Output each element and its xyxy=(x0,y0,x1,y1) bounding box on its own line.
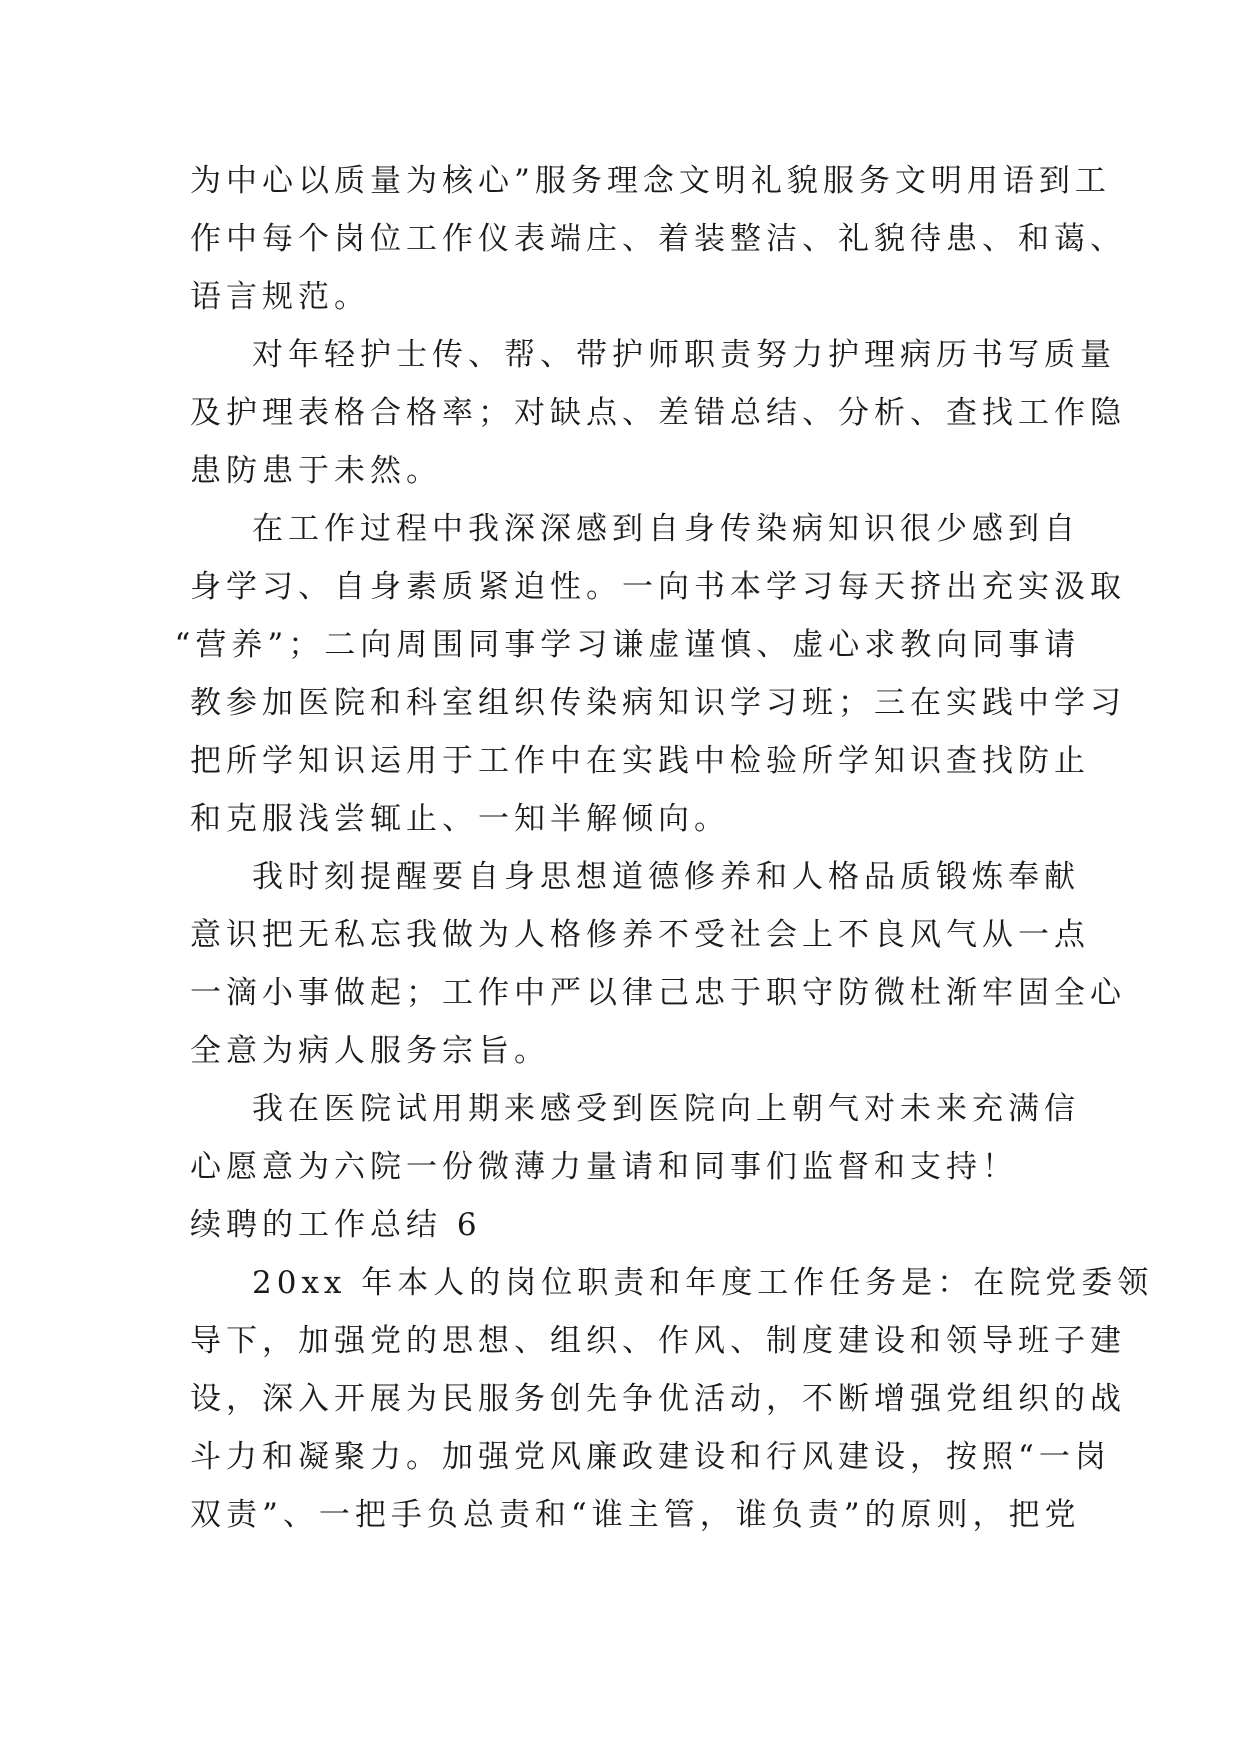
paragraph-nurse-mentoring xyxy=(190,326,1126,500)
text-line: 为中心以质量为核心”服务理念文明礼貌服务文明用语到工 xyxy=(190,163,1111,199)
section-heading-text: 续聘的工作总结 6 xyxy=(190,1207,482,1243)
text-line: 20xx 年本人的岗位职责和年度工作任务是：在院党委领 xyxy=(252,1265,1154,1301)
text-line: “营养”；二向周围同事学习谦虚谨慎、虚心求教向同事请 xyxy=(174,627,1081,663)
text-line: 心愿意为六院一份微薄力量请和同事们监督和支持！ xyxy=(190,1149,1018,1185)
paragraph-probation xyxy=(190,1080,1080,1196)
text-line: 对年轻护士传、帮、带护师职责努力护理病历书写质量 xyxy=(252,337,1116,373)
text-line: 教参加医院和科室组织传染病知识学习班；三在实践中学习 xyxy=(190,685,1126,721)
text-line: 斗力和凝聚力。加强党风廉政建设和行风建设，按照“一岗 xyxy=(190,1439,1111,1475)
text-line: 和克服浅尝辄止、一知半解倾向。 xyxy=(190,801,730,837)
section-heading xyxy=(190,1196,1070,1254)
paragraph-learning xyxy=(174,500,1126,848)
text-line: 作中每个岗位工作仪表端庄、着装整洁、礼貌待患、和蔼、 xyxy=(190,221,1126,257)
text-line: 及护理表格合格率；对缺点、差错总结、分析、查找工作隐 xyxy=(190,395,1126,431)
text-line: 双责”、一把手负总责和“谁主管，谁负责”的原则，把党 xyxy=(190,1497,1081,1533)
text-line: 导下，加强党的思想、组织、作风、制度建设和领导班子建 xyxy=(190,1323,1126,1359)
text-line: 意识把无私忘我做为人格修养不受社会上不良风气从一点 xyxy=(190,917,1090,953)
text-line: 我时刻提醒要自身思想道德修养和人格品质锻炼奉献 xyxy=(252,859,1080,895)
text-line: 身学习、自身素质紧迫性。一向书本学习每天挤出充实汲取 xyxy=(190,569,1126,605)
paragraph-job-duties xyxy=(190,1254,1154,1544)
text-line: 患防患于未然。 xyxy=(190,453,442,489)
text-line: 一滴小事做起；工作中严以律己忠于职守防微杜渐牢固全心 xyxy=(190,975,1126,1011)
text-line: 语言规范。 xyxy=(190,279,370,315)
text-line: 全意为病人服务宗旨。 xyxy=(190,1033,550,1069)
paragraph-self-cultivation xyxy=(190,848,1126,1080)
document-body xyxy=(174,152,1154,1544)
text-line: 把所学知识运用于工作中在实践中检验所学知识查找防止 xyxy=(190,743,1090,779)
text-line: 设，深入开展为民服务创先争优活动，不断增强党组织的战 xyxy=(190,1381,1126,1417)
text-line: 我在医院试用期来感受到医院向上朝气对未来充满信 xyxy=(252,1091,1080,1127)
paragraph-continued xyxy=(190,152,1126,326)
text-line: 在工作过程中我深深感到自身传染病知识很少感到自 xyxy=(252,511,1080,547)
